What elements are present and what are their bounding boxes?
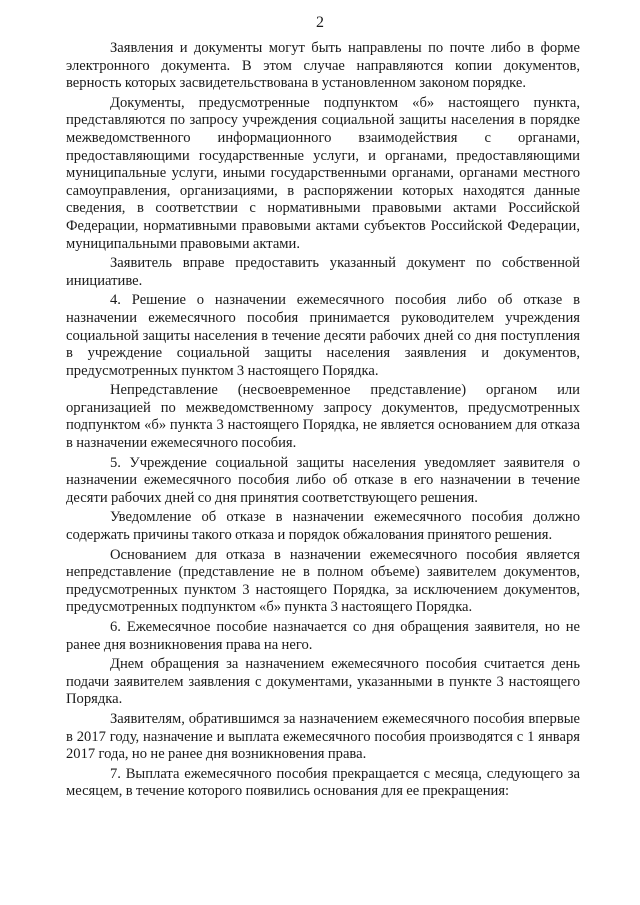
paragraph-item-5-notification: 5. Учреждение социальной защиты населения уведомляет заявителя о назначении ежемесячного пособия либо об отказе в его назначении в течение десяти рабочих дней со дня принятия соответствующего решения. [66,454,580,506]
paragraph-2017-applicants: Заявителям, обратившимся за назначением ежемесячного пособия впервые в 2017 году, назначение и выплата ежемесячного пособия производятся с 1 января 2017 года, но не ранее дня возникновения права. [66,710,580,763]
paragraph-item-4-decision: 4. Решение о назначении ежемесячного пособия либо об отказе в назначении ежемесячного пособия принимается руководителем учреждения социальной защиты населения в течение десяти рабочих дней со дня поступления в учреждение социальной защиты населения заявления и документов, предусмотренных пунктом 3 настоящего Порядка. [66,292,580,379]
paragraph-own-initiative: Заявитель вправе предоставить указанный документ по собственной инициативе. [66,255,580,289]
paragraph-refusal-notice: Уведомление об отказе в назначении ежемесячного пособия должно содержать причины такого отказа и порядок обжалования принятого решения. [66,509,580,544]
paragraph-item-7-termination: 7. Выплата ежемесячного пособия прекращается с месяца, следующего за месяцем, в течение которого появились основания для ее прекращения: [66,765,580,800]
paragraph-interagency-documents: Документы, предусмотренные подпунктом «б» настоящего пункта, представляются по запросу учреждения социальной защиты населения в порядке межведомственного информационного взаимодействия с органами, предоставляющими государственные услуги, и органами, предоставляющими муниципальные услуги, иными государственными органами, органами местного самоуправления, организациями, в распоряжении которых находятся данные сведения, в соответствии с нормативными правовыми актами Российской Федерации, нормативными правовыми актами субъектов Российской Федерации, муниципальными правовыми актами. [66,94,580,252]
paragraph-non-submission: Непредставление (несвоевременное представление) органом или организацией по межведомственному запросу документов, предусмотренных подпунктом «б» пункта 3 настоящего Порядка, не является основанием для отказа в назначении ежемесячного пособия. [66,382,580,452]
paragraph-refusal-grounds: Основанием для отказа в назначении ежемесячного пособия является непредставление (представление не в полном объеме) заявителем документов, предусмотренных пунктом 3 настоящего Порядка, за исключением документов, предусмотренных подпунктом «б» пункта 3 настоящего Порядка. [66,546,580,616]
paragraph-submission-methods: Заявления и документы могут быть направлены по почте либо в форме электронного документа. В этом случае направляются копии документов, верность которых засвидетельствована в установленном законом порядке. [66,40,580,92]
page-number: 2 [316,14,324,31]
document-body [66,40,580,803]
paragraph-item-6-assignment: 6. Ежемесячное пособие назначается со дня обращения заявителя, но не ранее дня возникновения права на него. [66,619,580,653]
paragraph-application-day: Днем обращения за назначением ежемесячного пособия считается день подачи заявителем заявления с документами, указанными в пункте 3 настоящего Порядка. [66,656,580,708]
